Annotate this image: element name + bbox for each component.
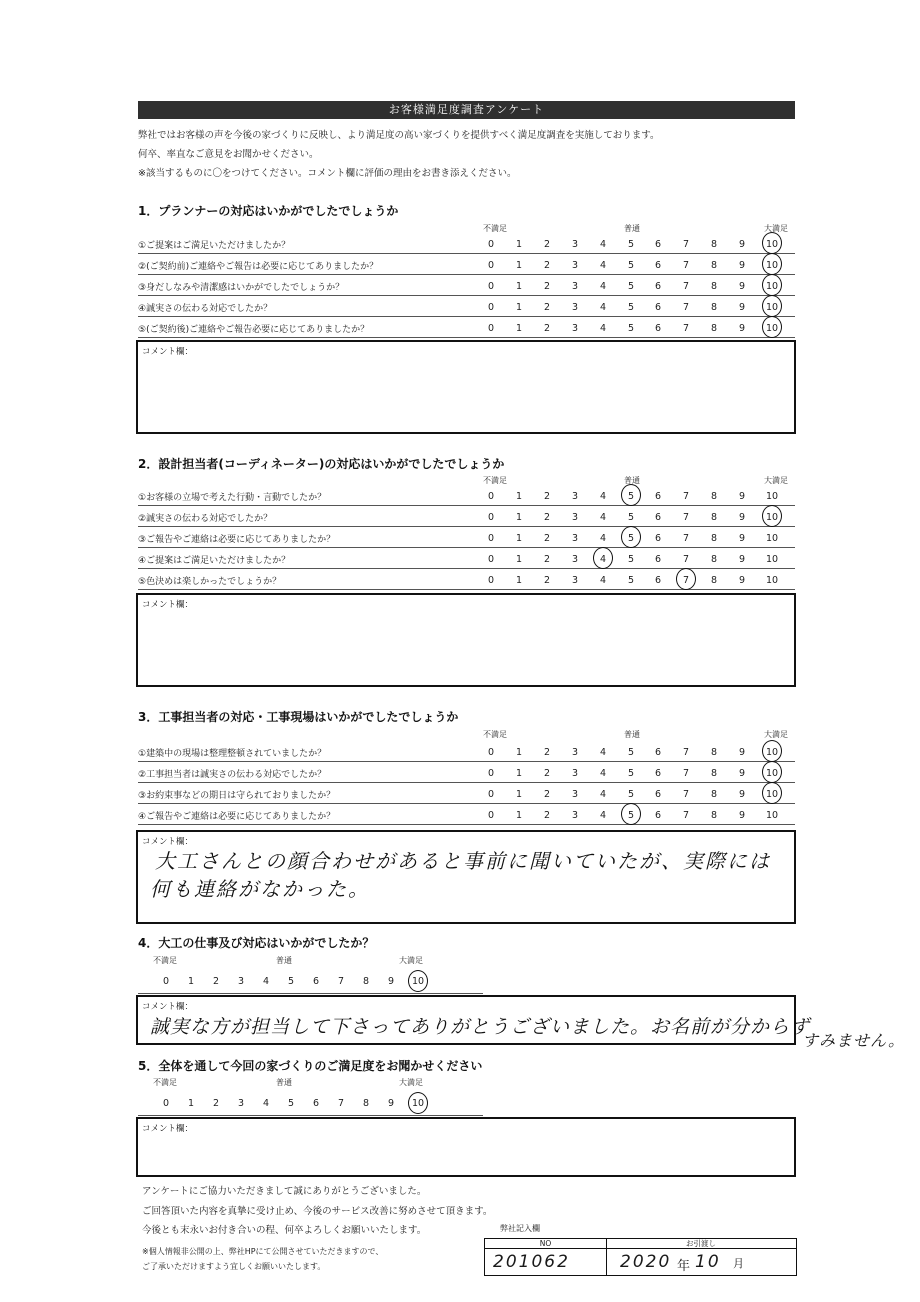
rating-option-10[interactable]: 10	[765, 512, 779, 523]
rating-option-9[interactable]: 9	[738, 281, 746, 292]
year-unit: 年	[677, 1259, 693, 1274]
scale-high-label: 大満足	[764, 730, 788, 739]
rating-option-10[interactable]: 10	[765, 302, 779, 313]
rating-option-0[interactable]: 0	[487, 491, 495, 502]
rating-option-0[interactable]: 0	[487, 533, 495, 544]
no-header: NO	[485, 1239, 606, 1249]
rating-option-9[interactable]: 9	[387, 1098, 395, 1109]
rating-option-2[interactable]: 2	[212, 1098, 220, 1109]
section-4-title: 4．大工の仕事及び対応はいかがでしたか？	[138, 936, 375, 950]
rating-option-6[interactable]: 6	[654, 239, 662, 250]
question-text: ①建築中の現場は整理整頓されていましたか？	[138, 749, 327, 759]
scale-mid-label: 普通	[276, 956, 292, 965]
question-row	[138, 741, 795, 762]
rating-option-3[interactable]: 3	[571, 491, 579, 502]
rating-option-1[interactable]: 1	[515, 512, 523, 523]
question-text: ①お客様の立場で考えた行動・言動でしたか？	[138, 493, 327, 503]
rating-option-7[interactable]: 7	[682, 302, 690, 313]
rating-option-6[interactable]: 6	[654, 281, 662, 292]
rating-option-7[interactable]: 7	[682, 491, 690, 502]
rating-option-2[interactable]: 2	[543, 789, 551, 800]
rating-option-1[interactable]: 1	[515, 533, 523, 544]
rating-option-0[interactable]: 0	[487, 302, 495, 313]
rating-option-4[interactable]: 4	[599, 554, 607, 565]
question-row	[138, 762, 795, 783]
handover-header: お引渡し	[606, 1239, 796, 1249]
rating-option-6[interactable]: 6	[654, 768, 662, 779]
rating-option-5[interactable]: 5	[627, 302, 635, 313]
question-text: ②(ご契約前)ご連絡やご報告は必要に応じてありましたか？	[138, 262, 379, 272]
intro-line-3: ※該当するものに〇をつけてください。コメント欄に評価の理由をお書き添えください。	[138, 168, 517, 179]
section3-comment-line-1: 大工さんとの顔合わせがあると事前に聞いていたが、実際には	[155, 849, 771, 873]
rating-option-4[interactable]: 4	[599, 491, 607, 502]
question-row	[138, 506, 795, 527]
rating-option-7[interactable]: 7	[682, 281, 690, 292]
rating-option-3[interactable]: 3	[571, 302, 579, 313]
rating-option-6[interactable]: 6	[654, 260, 662, 271]
rating-option-5[interactable]: 5	[287, 1098, 295, 1109]
rating-option-8[interactable]: 8	[710, 302, 718, 313]
rating-option-0[interactable]: 0	[487, 512, 495, 523]
rating-option-7[interactable]: 7	[682, 512, 690, 523]
rating-option-10[interactable]: 10	[765, 768, 779, 779]
rating-option-7[interactable]: 7	[682, 323, 690, 334]
rating-option-1[interactable]: 1	[187, 976, 195, 987]
scale-low-label: 不満足	[483, 730, 507, 739]
scale-high-label: 大満足	[764, 476, 788, 485]
comment-label: コメント欄：	[142, 837, 194, 847]
selected-rating-circle	[762, 232, 782, 254]
rating-option-2[interactable]: 2	[543, 281, 551, 292]
question-text: ⑤色決めは楽しかったでしょうか？	[138, 577, 282, 587]
section-5-title: 5．全体を通して今回の家づくりのご満足度をお聞かせください	[138, 1059, 483, 1073]
rating-option-3[interactable]: 3	[237, 1098, 245, 1109]
scale-high-label: 大満足	[399, 956, 423, 965]
rating-option-6[interactable]: 6	[654, 323, 662, 334]
rating-option-9[interactable]: 9	[738, 512, 746, 523]
rating-option-3[interactable]: 3	[571, 789, 579, 800]
rating-option-5[interactable]: 5	[627, 491, 635, 502]
question-row	[138, 548, 795, 569]
selected-rating-circle	[762, 274, 782, 296]
intro-line-1: 弊社ではお客様の声を今後の家づくりに反映し、より満足度の高い家づくりを提供すべく満足度調査を実施しております。	[138, 130, 660, 141]
rating-option-0[interactable]: 0	[487, 281, 495, 292]
question-row	[138, 783, 795, 804]
rating-underline	[138, 1115, 483, 1116]
selected-rating-circle	[762, 740, 782, 762]
comment-label: コメント欄：	[142, 600, 194, 610]
question-text: ②工事担当者は誠実さの伝わる対応でしたか？	[138, 770, 327, 780]
rating-option-4[interactable]: 4	[599, 575, 607, 586]
rating-underline	[138, 993, 483, 994]
question-text: ④ご報告やご連絡は必要に応じてありましたか？	[138, 812, 336, 822]
rating-option-3[interactable]: 3	[571, 239, 579, 250]
footer-line-1: アンケートにご協力いただきまして誠にありがとうございました。	[142, 1186, 427, 1197]
rating-option-8[interactable]: 8	[710, 768, 718, 779]
rating-option-9[interactable]: 9	[738, 747, 746, 758]
scale-low-label: 不満足	[153, 1078, 177, 1087]
rating-option-6[interactable]: 6	[654, 512, 662, 523]
rating-option-8[interactable]: 8	[710, 512, 718, 523]
section-2-comment-box[interactable]	[136, 593, 796, 687]
rating-option-8[interactable]: 8	[710, 239, 718, 250]
selected-rating-circle	[762, 782, 782, 804]
handover-month: 10	[695, 1252, 721, 1272]
rating-option-2[interactable]: 2	[543, 747, 551, 758]
office-use-label: 弊社記入欄	[500, 1224, 540, 1233]
rating-option-10[interactable]: 10	[765, 239, 779, 250]
rating-option-7[interactable]: 7	[682, 768, 690, 779]
rating-option-8[interactable]: 8	[710, 491, 718, 502]
selected-rating-circle	[762, 505, 782, 527]
rating-option-9[interactable]: 9	[738, 768, 746, 779]
rating-option-10[interactable]: 10	[765, 281, 779, 292]
rating-option-10[interactable]: 10	[765, 533, 779, 544]
rating-option-5[interactable]: 5	[627, 789, 635, 800]
rating-option-4[interactable]: 4	[599, 533, 607, 544]
rating-option-6[interactable]: 6	[654, 789, 662, 800]
office-use-table	[484, 1238, 797, 1276]
rating-option-5[interactable]: 5	[627, 533, 635, 544]
selected-rating-circle	[621, 803, 641, 825]
rating-option-1[interactable]: 1	[515, 575, 523, 586]
rating-option-1[interactable]: 1	[515, 491, 523, 502]
rating-option-4[interactable]: 4	[599, 810, 607, 821]
question-text: ②誠実さの伝わる対応でしたか？	[138, 514, 273, 524]
rating-option-7[interactable]: 7	[682, 789, 690, 800]
rating-option-1[interactable]: 1	[515, 281, 523, 292]
rating-option-5[interactable]: 5	[627, 554, 635, 565]
selected-rating-circle	[621, 526, 641, 548]
rating-option-6[interactable]: 6	[654, 810, 662, 821]
rating-option-7[interactable]: 7	[682, 533, 690, 544]
rating-option-7[interactable]: 7	[682, 747, 690, 758]
scale-mid-label: 普通	[276, 1078, 292, 1087]
rating-option-9[interactable]: 9	[387, 976, 395, 987]
selected-rating-circle	[676, 568, 696, 590]
rating-option-9[interactable]: 9	[738, 491, 746, 502]
rating-option-2[interactable]: 2	[543, 512, 551, 523]
rating-option-10[interactable]: 10	[765, 575, 779, 586]
rating-option-2[interactable]: 2	[212, 976, 220, 987]
rating-option-1[interactable]: 1	[515, 554, 523, 565]
rating-option-7[interactable]: 7	[337, 976, 345, 987]
selected-rating-circle	[762, 253, 782, 275]
rating-option-1[interactable]: 1	[515, 747, 523, 758]
rating-option-8[interactable]: 8	[710, 554, 718, 565]
question-text: ⑤(ご契約後)ご連絡やご報告必要に応じてありましたか？	[138, 325, 370, 335]
rating-option-7[interactable]: 7	[682, 575, 690, 586]
rating-option-2[interactable]: 2	[543, 533, 551, 544]
rating-option-10[interactable]: 10	[765, 260, 779, 271]
selected-rating-circle	[408, 1092, 428, 1114]
rating-option-1[interactable]: 1	[515, 323, 523, 334]
question-row	[138, 296, 795, 317]
rating-option-5[interactable]: 5	[287, 976, 295, 987]
rating-option-3[interactable]: 3	[571, 512, 579, 523]
rating-option-8[interactable]: 8	[710, 575, 718, 586]
section-1-comment-box[interactable]	[136, 340, 796, 434]
question-text: ③ご報告やご連絡は必要に応じてありましたか？	[138, 535, 336, 545]
rating-option-7[interactable]: 7	[337, 1098, 345, 1109]
scale-low-label: 不満足	[483, 476, 507, 485]
rating-option-1[interactable]: 1	[515, 789, 523, 800]
scale-low-label: 不満足	[153, 956, 177, 965]
scale-mid-label: 普通	[624, 730, 640, 739]
rating-option-4[interactable]: 4	[599, 239, 607, 250]
rating-option-6[interactable]: 6	[654, 533, 662, 544]
rating-option-6[interactable]: 6	[654, 575, 662, 586]
rating-option-2[interactable]: 2	[543, 239, 551, 250]
rating-option-8[interactable]: 8	[710, 789, 718, 800]
rating-option-6[interactable]: 6	[654, 554, 662, 565]
rating-option-7[interactable]: 7	[682, 239, 690, 250]
rating-option-9[interactable]: 9	[738, 789, 746, 800]
footer-note-2: ご了承いただけますよう宜しくお願いいたします。	[142, 1262, 326, 1271]
rating-option-0[interactable]: 0	[487, 810, 495, 821]
selected-rating-circle	[762, 316, 782, 338]
rating-option-1[interactable]: 1	[515, 239, 523, 250]
rating-option-5[interactable]: 5	[627, 768, 635, 779]
comment-label: コメント欄：	[142, 1124, 194, 1134]
rating-option-4[interactable]: 4	[262, 1098, 270, 1109]
rating-option-6[interactable]: 6	[654, 491, 662, 502]
question-row	[138, 804, 795, 825]
rating-option-5[interactable]: 5	[627, 323, 635, 334]
rating-option-8[interactable]: 8	[710, 323, 718, 334]
question-text: ①ご提案はご満足いただけましたか？	[138, 241, 291, 251]
rating-option-9[interactable]: 9	[738, 302, 746, 313]
rating-option-10[interactable]: 10	[411, 1098, 425, 1109]
question-row	[138, 527, 795, 548]
selected-rating-circle	[762, 295, 782, 317]
question-text: ③身だしなみや清潔感はいかがでしたでしょうか？	[138, 283, 345, 293]
rating-option-4[interactable]: 4	[599, 768, 607, 779]
rating-option-4[interactable]: 4	[599, 281, 607, 292]
section-2-title: 2．設計担当者(コーディネーター)の対応はいかがでしたでしょうか	[138, 457, 505, 471]
handover-year: 2020	[620, 1252, 672, 1272]
rating-option-3[interactable]: 3	[571, 281, 579, 292]
rating-option-1[interactable]: 1	[515, 768, 523, 779]
rating-option-4[interactable]: 4	[599, 260, 607, 271]
footer-line-2: ご回答頂いた内容を真摯に受け止め、今後のサービス改善に努めさせて頂きます。	[142, 1206, 493, 1217]
rating-option-1[interactable]: 1	[515, 302, 523, 313]
footer-note-1: ※個人情報非公開の上、弊社HPにて公開させていただきますので、	[142, 1247, 384, 1256]
rating-option-8[interactable]: 8	[710, 747, 718, 758]
rating-option-6[interactable]: 6	[654, 302, 662, 313]
rating-option-2[interactable]: 2	[543, 302, 551, 313]
rating-option-8[interactable]: 8	[362, 976, 370, 987]
scale-high-label: 大満足	[399, 1078, 423, 1087]
rating-option-0[interactable]: 0	[487, 789, 495, 800]
rating-option-2[interactable]: 2	[543, 260, 551, 271]
rating-option-4[interactable]: 4	[599, 789, 607, 800]
rating-option-9[interactable]: 9	[738, 533, 746, 544]
section-5-comment-box[interactable]	[136, 1117, 796, 1177]
rating-option-4[interactable]: 4	[262, 976, 270, 987]
rating-option-0[interactable]: 0	[487, 768, 495, 779]
intro-line-2: 何卒、率直なご意見をお聞かせください。	[138, 149, 319, 160]
comment-label: コメント欄：	[142, 347, 194, 357]
rating-option-8[interactable]: 8	[710, 281, 718, 292]
rating-option-2[interactable]: 2	[543, 323, 551, 334]
rating-option-2[interactable]: 2	[543, 554, 551, 565]
rating-option-6[interactable]: 6	[654, 747, 662, 758]
rating-option-8[interactable]: 8	[710, 260, 718, 271]
table-divider	[606, 1239, 607, 1275]
selected-rating-circle	[621, 484, 641, 506]
rating-option-0[interactable]: 0	[487, 260, 495, 271]
question-row	[138, 233, 795, 254]
section3-comment-line-2: 何も連絡がなかった。	[150, 877, 370, 901]
rating-option-2[interactable]: 2	[543, 491, 551, 502]
section4-comment-overflow: すみません。	[802, 1031, 905, 1050]
section-1-title: 1．プランナーの対応はいかがでしたでしょうか	[138, 204, 399, 218]
rating-option-8[interactable]: 8	[710, 810, 718, 821]
question-text: ③お約束事などの期日は守られておりましたか？	[138, 791, 336, 801]
rating-option-5[interactable]: 5	[627, 260, 635, 271]
rating-option-6[interactable]: 6	[312, 1098, 320, 1109]
selected-rating-circle	[593, 547, 613, 569]
rating-option-3[interactable]: 3	[571, 554, 579, 565]
question-row	[138, 569, 795, 590]
rating-option-7[interactable]: 7	[682, 260, 690, 271]
rating-option-5[interactable]: 5	[627, 239, 635, 250]
rating-option-10[interactable]: 10	[765, 810, 779, 821]
rating-option-3[interactable]: 3	[571, 260, 579, 271]
rating-option-5[interactable]: 5	[627, 281, 635, 292]
rating-option-4[interactable]: 4	[599, 512, 607, 523]
rating-option-3[interactable]: 3	[571, 810, 579, 821]
rating-option-5[interactable]: 5	[627, 747, 635, 758]
rating-option-1[interactable]: 1	[187, 1098, 195, 1109]
question-text: ④ご提案はご満足いただけましたか？	[138, 556, 291, 566]
selected-rating-circle	[762, 761, 782, 783]
rating-option-3[interactable]: 3	[571, 768, 579, 779]
rating-option-4[interactable]: 4	[599, 323, 607, 334]
rating-option-5[interactable]: 5	[627, 810, 635, 821]
comment-label: コメント欄：	[142, 1002, 194, 1012]
rating-option-0[interactable]: 0	[487, 323, 495, 334]
rating-option-3[interactable]: 3	[571, 575, 579, 586]
rating-option-0[interactable]: 0	[487, 747, 495, 758]
section-3-title: 3．工事担当者の対応・工事現場はいかがでしたでしょうか	[138, 710, 459, 724]
rating-option-3[interactable]: 3	[571, 747, 579, 758]
rating-option-3[interactable]: 3	[237, 976, 245, 987]
rating-option-0[interactable]: 0	[487, 575, 495, 586]
rating-option-10[interactable]: 10	[765, 747, 779, 758]
rating-option-9[interactable]: 9	[738, 810, 746, 821]
rating-option-2[interactable]: 2	[543, 810, 551, 821]
question-row	[138, 254, 795, 275]
rating-option-2[interactable]: 2	[543, 575, 551, 586]
rating-option-4[interactable]: 4	[599, 302, 607, 313]
scale-mid-label: 普通	[624, 224, 640, 233]
no-value: 201062	[493, 1252, 570, 1272]
section4-comment: 誠実な方が担当して下さってありがとうございました。お名前が分からず	[150, 1016, 811, 1038]
rating-option-3[interactable]: 3	[571, 323, 579, 334]
rating-option-2[interactable]: 2	[543, 768, 551, 779]
rating-option-8[interactable]: 8	[710, 533, 718, 544]
rating-option-0[interactable]: 0	[487, 239, 495, 250]
rating-option-9[interactable]: 9	[738, 575, 746, 586]
rating-option-0[interactable]: 0	[162, 1098, 170, 1109]
rating-option-9[interactable]: 9	[738, 239, 746, 250]
rating-option-1[interactable]: 1	[515, 260, 523, 271]
month-unit: 月	[733, 1257, 746, 1270]
rating-option-7[interactable]: 7	[682, 554, 690, 565]
rating-option-6[interactable]: 6	[312, 976, 320, 987]
question-text: ④誠実さの伝わる対応でしたか？	[138, 304, 273, 314]
rating-option-4[interactable]: 4	[599, 747, 607, 758]
scale-mid-label: 普通	[624, 476, 640, 485]
scale-low-label: 不満足	[483, 224, 507, 233]
rating-option-9[interactable]: 9	[738, 323, 746, 334]
question-row	[138, 275, 795, 296]
footer-line-3: 今後とも末永いお付き合いの程、何卒よろしくお願いいたします。	[142, 1225, 427, 1236]
rating-option-9[interactable]: 9	[738, 260, 746, 271]
rating-option-8[interactable]: 8	[362, 1098, 370, 1109]
selected-rating-circle	[408, 970, 428, 992]
rating-option-10[interactable]: 10	[411, 976, 425, 987]
question-row	[138, 485, 795, 506]
question-row	[138, 317, 795, 338]
rating-option-1[interactable]: 1	[515, 810, 523, 821]
rating-option-10[interactable]: 10	[765, 554, 779, 565]
survey-title: お客様満足度調査アンケート	[138, 101, 795, 119]
rating-option-0[interactable]: 0	[487, 554, 495, 565]
rating-option-7[interactable]: 7	[682, 810, 690, 821]
rating-option-5[interactable]: 5	[627, 512, 635, 523]
rating-option-10[interactable]: 10	[765, 789, 779, 800]
rating-option-5[interactable]: 5	[627, 575, 635, 586]
rating-option-9[interactable]: 9	[738, 554, 746, 565]
rating-option-0[interactable]: 0	[162, 976, 170, 987]
rating-option-10[interactable]: 10	[765, 491, 779, 502]
rating-option-10[interactable]: 10	[765, 323, 779, 334]
scale-high-label: 大満足	[764, 224, 788, 233]
rating-option-3[interactable]: 3	[571, 533, 579, 544]
